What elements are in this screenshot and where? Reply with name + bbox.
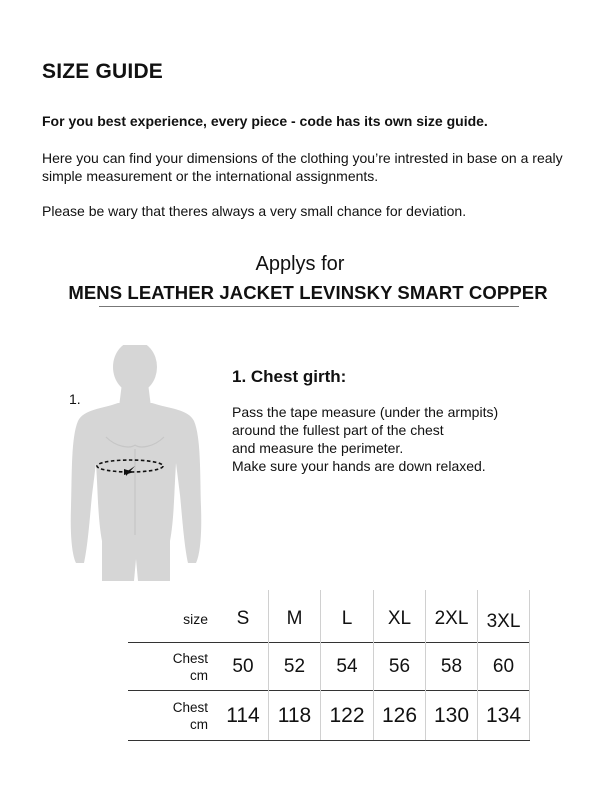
table-cell: 58 <box>426 643 478 691</box>
table-row <box>128 691 530 741</box>
size-header-cell: XL <box>374 590 426 643</box>
measurement-line: around the fullest part of the chest <box>232 422 444 438</box>
page-title: SIZE GUIDE <box>42 60 164 83</box>
size-header-row <box>128 590 530 643</box>
measurement-line: and measure the perimeter. <box>232 440 404 456</box>
row-label: Chest cm <box>128 691 218 741</box>
table-cell: 134 <box>478 691 530 741</box>
lead-text: For you best experience, every piece - code has its own size guide. <box>42 113 488 129</box>
measurement-line: Make sure your hands are down relaxed. <box>232 458 486 474</box>
applies-label: Applys for <box>255 253 345 275</box>
size-header-cell: S <box>218 590 269 643</box>
table-cell: 126 <box>374 691 426 741</box>
table-cell: 130 <box>426 691 478 741</box>
product-name: MENS LEATHER JACKET LEVINSKY SMART COPPER <box>68 282 548 303</box>
human-torso-silhouette-icon <box>58 345 208 585</box>
table-cell: 122 <box>321 691 374 741</box>
intro-paragraph: Here you can find your dimensions of the clothing you’re intrested in base on a realy simple measurement or the international assignments. <box>42 150 563 184</box>
measurement-line: Pass the tape measure (under the armpits) <box>232 404 499 420</box>
table-cell: 60 <box>478 643 530 691</box>
deviation-note: Please be wary that theres always a very small chance for deviation. <box>42 203 467 219</box>
table-cell: 50 <box>218 643 269 691</box>
size-table <box>128 590 530 741</box>
table-row <box>128 643 530 691</box>
measurement-description <box>232 403 572 475</box>
size-header-cell: L <box>321 590 374 643</box>
size-header-cell: 2XL <box>426 590 478 643</box>
table-cell: 118 <box>269 691 321 741</box>
table-cell: 56 <box>374 643 426 691</box>
figure-number: 1. <box>69 391 81 407</box>
size-header-cell: M <box>269 590 321 643</box>
table-cell: 52 <box>269 643 321 691</box>
row-label: Chest cm <box>128 643 218 691</box>
size-header-label: size <box>183 611 208 627</box>
table-cell: 114 <box>218 691 269 741</box>
product-underline <box>99 306 519 307</box>
size-header-cell: 3XL <box>478 590 530 643</box>
measurement-title: 1. Chest girth: <box>232 367 347 386</box>
table-cell: 54 <box>321 643 374 691</box>
